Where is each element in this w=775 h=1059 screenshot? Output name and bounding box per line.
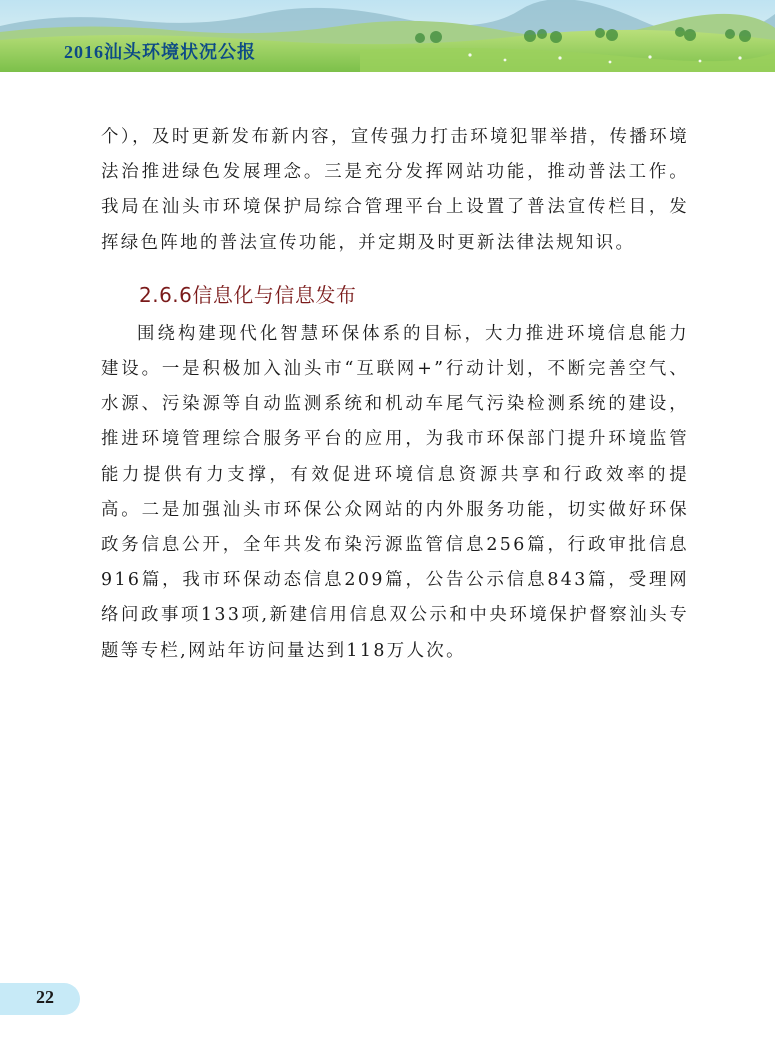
page-number-tab: [0, 983, 80, 1015]
page-number: 22: [36, 987, 54, 1007]
section-heading: 2.6.6信息化与信息发布: [139, 282, 357, 307]
header-banner: [0, 0, 775, 72]
header-title: 2016汕头环境状况公报: [64, 42, 256, 62]
paragraph-main: 围绕构建现代化智慧环保体系的目标，大力推进环境信息能力建设。一是积极加入汕头市“互联网+”行动计划，不断完善空气、水源、污染源等自动监测系统和机动车尾气污染检测系统的建设，推进环境管理综合服务平台的应用，为我市环保部门提升环境监管能力提供有力支撑，有效促进环境信息资源共享和行政效率的提高。二是加强汕头市环保公众网站的内外服务功能，切实做好环保政务信息公开，全年共发布染污源监管信息256篇，行政审批信息916篇，我市环保动态信息209篇，公告公示信息843篇，受理网络问政事项133项,新建信用信息双公示和中央环境保护督察汕头专题等专栏,网站年访问量达到118万人次。: [101, 323, 689, 661]
page-content: [101, 120, 689, 669]
paragraph-continued: 个），及时更新发布新内容，宣传强力打击环境犯罪举措，传播环境法治推进绿色发展理念。三是充分发挥网站功能，推动普法工作。我局在汕头市环境保护局综合管理平台上设置了普法宣传栏目，发挥绿色阵地的普法宣传功能，并定期及时更新法律法规知识。: [101, 127, 689, 253]
